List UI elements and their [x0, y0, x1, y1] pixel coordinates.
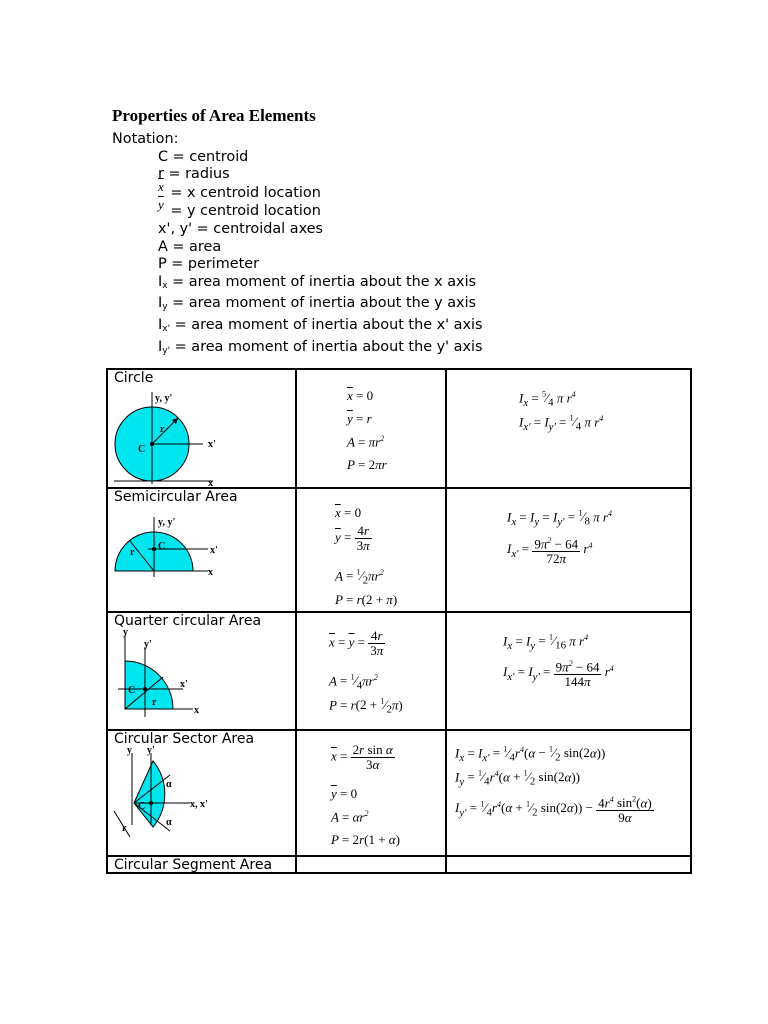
- iy-sub: y: [162, 302, 168, 313]
- table-row: [107, 488, 691, 612]
- formula-ix-iy: $I_x = I_y = I_{y'}$ = $^1⁄_8$ π $r^4$: [507, 509, 612, 528]
- label-x: x: [208, 567, 213, 578]
- label-xprime: x': [180, 679, 188, 690]
- quarter-circle-figure: [108, 627, 295, 731]
- label-xprime: x': [208, 439, 216, 450]
- table-row: [107, 856, 691, 873]
- inertia-cell: [446, 488, 691, 612]
- page-title: Properties of Area Elements: [112, 106, 316, 125]
- formula-iy: $I_y$ = $^1⁄_4r^4(\alpha$ + $^1⁄_2$ sin(2α)): [455, 769, 581, 788]
- notation-text: r = radius: [158, 166, 230, 183]
- label-x: x: [194, 705, 199, 716]
- circle-figure: [108, 384, 295, 489]
- notation-line: [112, 317, 483, 339]
- notation-line: [112, 274, 483, 296]
- row-label: Semicircular Area: [114, 489, 238, 505]
- semicircle-figure: [108, 503, 295, 611]
- notation-text: = area moment of inertia about the x' axis: [174, 316, 483, 333]
- ybar-symbol: $\overline{y}$: [158, 197, 164, 213]
- properties-table: [106, 368, 692, 874]
- iyp-symbol: I: [158, 338, 163, 355]
- row-label: Quarter circular Area: [114, 613, 262, 629]
- notation-heading: Notation:: [112, 131, 179, 147]
- iyp-sub: y': [162, 345, 171, 356]
- ixp-symbol: I: [158, 316, 163, 333]
- formula-iyp: $I_{y'}$ = $^1⁄_4r^4(\alpha$ + $^1⁄_2$ sin(2α)) − $\frac{4r^4 \sin^2(\alpha)}{9\alpha}$: [455, 795, 652, 826]
- formula-perimeter: $P = r(2 + ^1⁄_2\pi)$: [329, 697, 403, 716]
- label-yprime: y': [144, 639, 152, 650]
- ix-sub: x: [162, 280, 168, 291]
- formula-ixp-iyp: $I_{x'} = I_{y'}$ = $\frac{9\pi^2 - 64}{144\pi}$ $r^4$: [503, 659, 614, 690]
- row-label: Circular Segment Area: [114, 857, 273, 873]
- inertia-cell: [446, 612, 691, 730]
- label-c: C: [138, 801, 146, 812]
- figure-cell: [107, 369, 296, 488]
- formula-perimeter: P = r(2 + π): [335, 592, 398, 607]
- label-yprime: y': [147, 745, 155, 756]
- label-r: r: [152, 697, 157, 708]
- formula-ix-ixp: $I_x = I_{x'}$ = $^1⁄_4r^4(\alpha$ − $^1⁄_2$ sin(2α)): [455, 745, 606, 764]
- notation-text: = area moment of inertia about the y' axis: [174, 338, 483, 355]
- label-r: r: [160, 424, 165, 435]
- table-row: [107, 369, 691, 488]
- label-y-yprime: y, y': [155, 393, 173, 404]
- formula-xbar: $\overline{x} = 0$: [347, 388, 374, 403]
- ixp-sub: x': [162, 323, 171, 334]
- formula-ixp: $I_{x'} = I_{y'}$ = $^1⁄_4$ π $r^4$: [519, 414, 604, 433]
- formula-ixp: $I_{x'}$ = $\frac{9\pi^2 - 64}{72\pi}$ $r^4$: [507, 536, 593, 567]
- formula-area: $A = \pi r^2$: [347, 434, 385, 450]
- formula-area: $A = ^1⁄_4\pi r^2$: [329, 673, 378, 692]
- label-r: r: [130, 547, 135, 558]
- formula-ybar: $\overline{y} = 0$: [331, 786, 358, 801]
- formula-ybar: $\overline{y} = r$: [347, 411, 372, 426]
- formula-xbar: $\overline{x} = 0$: [335, 505, 362, 520]
- notation-line: P = perimeter: [158, 256, 260, 273]
- label-c: C: [138, 444, 146, 455]
- label-r: r: [122, 823, 127, 834]
- formula-cell: [296, 856, 446, 873]
- xbar-symbol: $\overline{x}$: [158, 178, 164, 194]
- label-alpha-top: α: [166, 779, 172, 790]
- formula-cell: [296, 730, 446, 856]
- figure-cell: [107, 856, 296, 873]
- table-row: [107, 612, 691, 730]
- label-c: C: [128, 685, 136, 696]
- formula-cell: [296, 488, 446, 612]
- notation-line: C = centroid: [158, 148, 249, 165]
- notation-line: A = area: [158, 238, 222, 255]
- ix-symbol: I: [158, 273, 163, 290]
- label-xprime: x': [210, 545, 218, 556]
- notation-line: [112, 295, 483, 317]
- label-y: y: [127, 745, 132, 756]
- notation-text: = area moment of inertia about the x axis: [172, 273, 477, 290]
- label-x-xprime: x, x': [190, 799, 208, 810]
- figure-cell: [107, 612, 296, 730]
- label-c: C: [158, 541, 166, 552]
- label-alpha-bottom: α: [166, 817, 172, 828]
- notation-text: = y centroid location: [170, 203, 321, 220]
- notation-text: = x centroid location: [170, 184, 321, 201]
- formula-ix: $I_x$ = $^5⁄_4$ π $r^4$: [519, 390, 576, 409]
- iy-symbol: I: [158, 295, 163, 312]
- formula-area: $A = \alpha r^2$: [331, 809, 369, 825]
- formula-perimeter: P = 2πr: [347, 457, 387, 472]
- inertia-cell: [446, 730, 691, 856]
- notation-line: x', y' = centroidal axes: [158, 220, 323, 237]
- figure-cell: [107, 730, 296, 856]
- inertia-cell: [446, 369, 691, 488]
- label-y: y: [123, 627, 128, 638]
- formula-area: $A = ^1⁄_2\pi r^2$: [335, 568, 384, 587]
- notation-line: [112, 339, 483, 361]
- notation-line: [112, 178, 483, 203]
- sector-figure: [108, 745, 295, 857]
- row-label: Circular Sector Area: [114, 731, 255, 747]
- inertia-cell: [446, 856, 691, 873]
- notation-text: = area moment of inertia about the y axis: [172, 295, 477, 312]
- figure-cell: [107, 488, 296, 612]
- formula-xbar: $\overline{x}$ = $\frac{\text{2r sin α}}{3\alpha}$: [331, 742, 393, 772]
- notation-block: [112, 131, 483, 360]
- table-row: [107, 730, 691, 856]
- row-label: Circle: [114, 370, 154, 386]
- formula-perimeter: P = 2r(1 + α): [331, 832, 400, 847]
- formula-cell: [296, 612, 446, 730]
- formula-cell: [296, 369, 446, 488]
- label-y-yprime: y, y': [158, 517, 176, 528]
- notation-line: [112, 166, 483, 184]
- formula-xbar-ybar: $\overline{x} = \overline{y}$ = $\frac{4r}{3\pi}$: [329, 628, 384, 658]
- formula-ybar: $\overline{y}$ = $\frac{4r}{3\pi}$: [335, 523, 370, 553]
- notation-line: [112, 197, 483, 221]
- label-x: x: [208, 478, 213, 489]
- formula-ix-iy: $I_x = I_y$ = $^1⁄_{16}$ π $r^4$: [503, 633, 589, 652]
